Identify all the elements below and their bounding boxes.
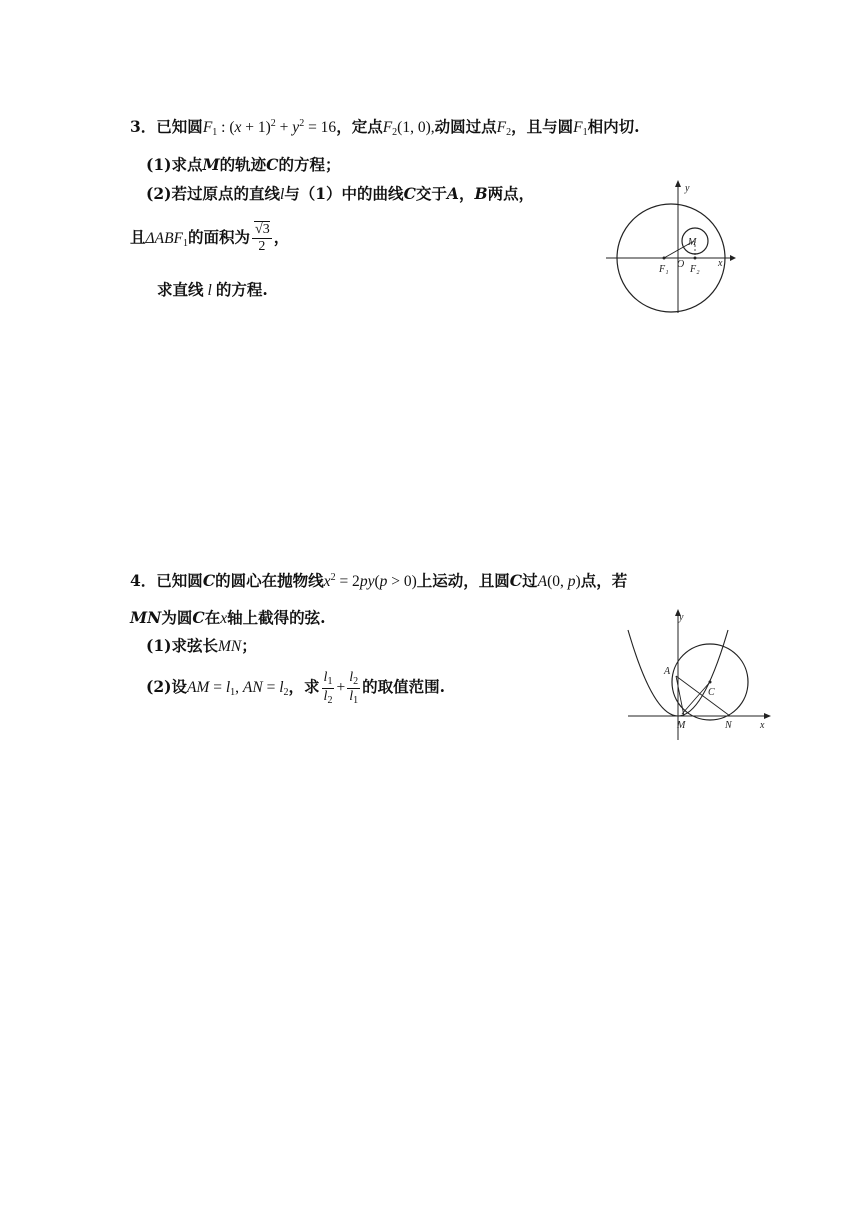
q3-line1: 3．已知圆$F_1$ : $(x + 1)^2 + y^2 = 16$，定点$F_2(1$, 0),动圆过点$F_2$，且与圆$F_1$相内切. (130, 117, 640, 138)
figure-4-diagram (624, 604, 784, 744)
triangle-abf1: $\Delta ABF_1$ (145, 229, 189, 249)
fraction-l1-l2: $\frac{l_1}{l_2}$ (323, 670, 333, 706)
q4-line1: 4．已知圆C的圆心在抛物线$x^2 = 2py(p > 0)$上运动，且圆C过A(0, p)点，若 (130, 571, 628, 590)
fig4-label-a: A (664, 666, 671, 677)
figure-3-diagram (604, 177, 744, 317)
fig3-label-f2: F₂ (690, 264, 700, 275)
area-fraction: $\frac{√3}{2}$ (252, 222, 272, 255)
fig3-label-m: M (688, 237, 697, 248)
q3-circle-eq: $F_1$ : $(x + 1)^2 + y^2 = 16$ (202, 118, 337, 138)
parabola-eq: $x^2 = 2py(p > 0)$ (323, 572, 417, 590)
q3-number: 3． (130, 117, 157, 136)
q3-part2: (2)若过原点的直线l与（1）中的曲线C交于A，B两点， (146, 184, 535, 203)
fig3-label-x: x (718, 258, 723, 269)
q3-point-f2: $F_2(1$, 0), (382, 119, 435, 138)
q4-part1: (1)求弦长MN； (146, 636, 257, 655)
fig4-label-n: N (725, 720, 732, 731)
q3-part1: (1)求点M的轨迹C的方程； (146, 155, 341, 174)
q4-number: 4． (130, 571, 157, 590)
fig4-label-y: y (679, 612, 684, 623)
q4-part2: (2)设AM = $l_1$, AN = $l_2$，求 $\frac{l_1}{l_2}$ + $\frac{l_2}{l_1}$ 的取值范围. (146, 670, 445, 706)
fraction-l2-l1: $\frac{l_2}{l_1}$ (349, 670, 359, 706)
point-a: A(0, p) (537, 573, 581, 590)
fig3-label-y: y (685, 183, 690, 194)
fig4-label-x: x (760, 720, 765, 731)
fig4-label-m: M (677, 720, 686, 731)
q4-line2: MN为圆C在x轴上截得的弦. (130, 608, 326, 627)
fig3-label-o: O (677, 259, 685, 270)
q3-part2-cont: 且$\Delta ABF_1$的面积为 $\frac{√3}{2}$ ， (130, 222, 290, 255)
fig3-label-f1: F₁ (659, 264, 669, 275)
fig4-label-c: C (708, 687, 715, 698)
q3-part2-ask: 求直线 l 的方程. (157, 280, 268, 299)
